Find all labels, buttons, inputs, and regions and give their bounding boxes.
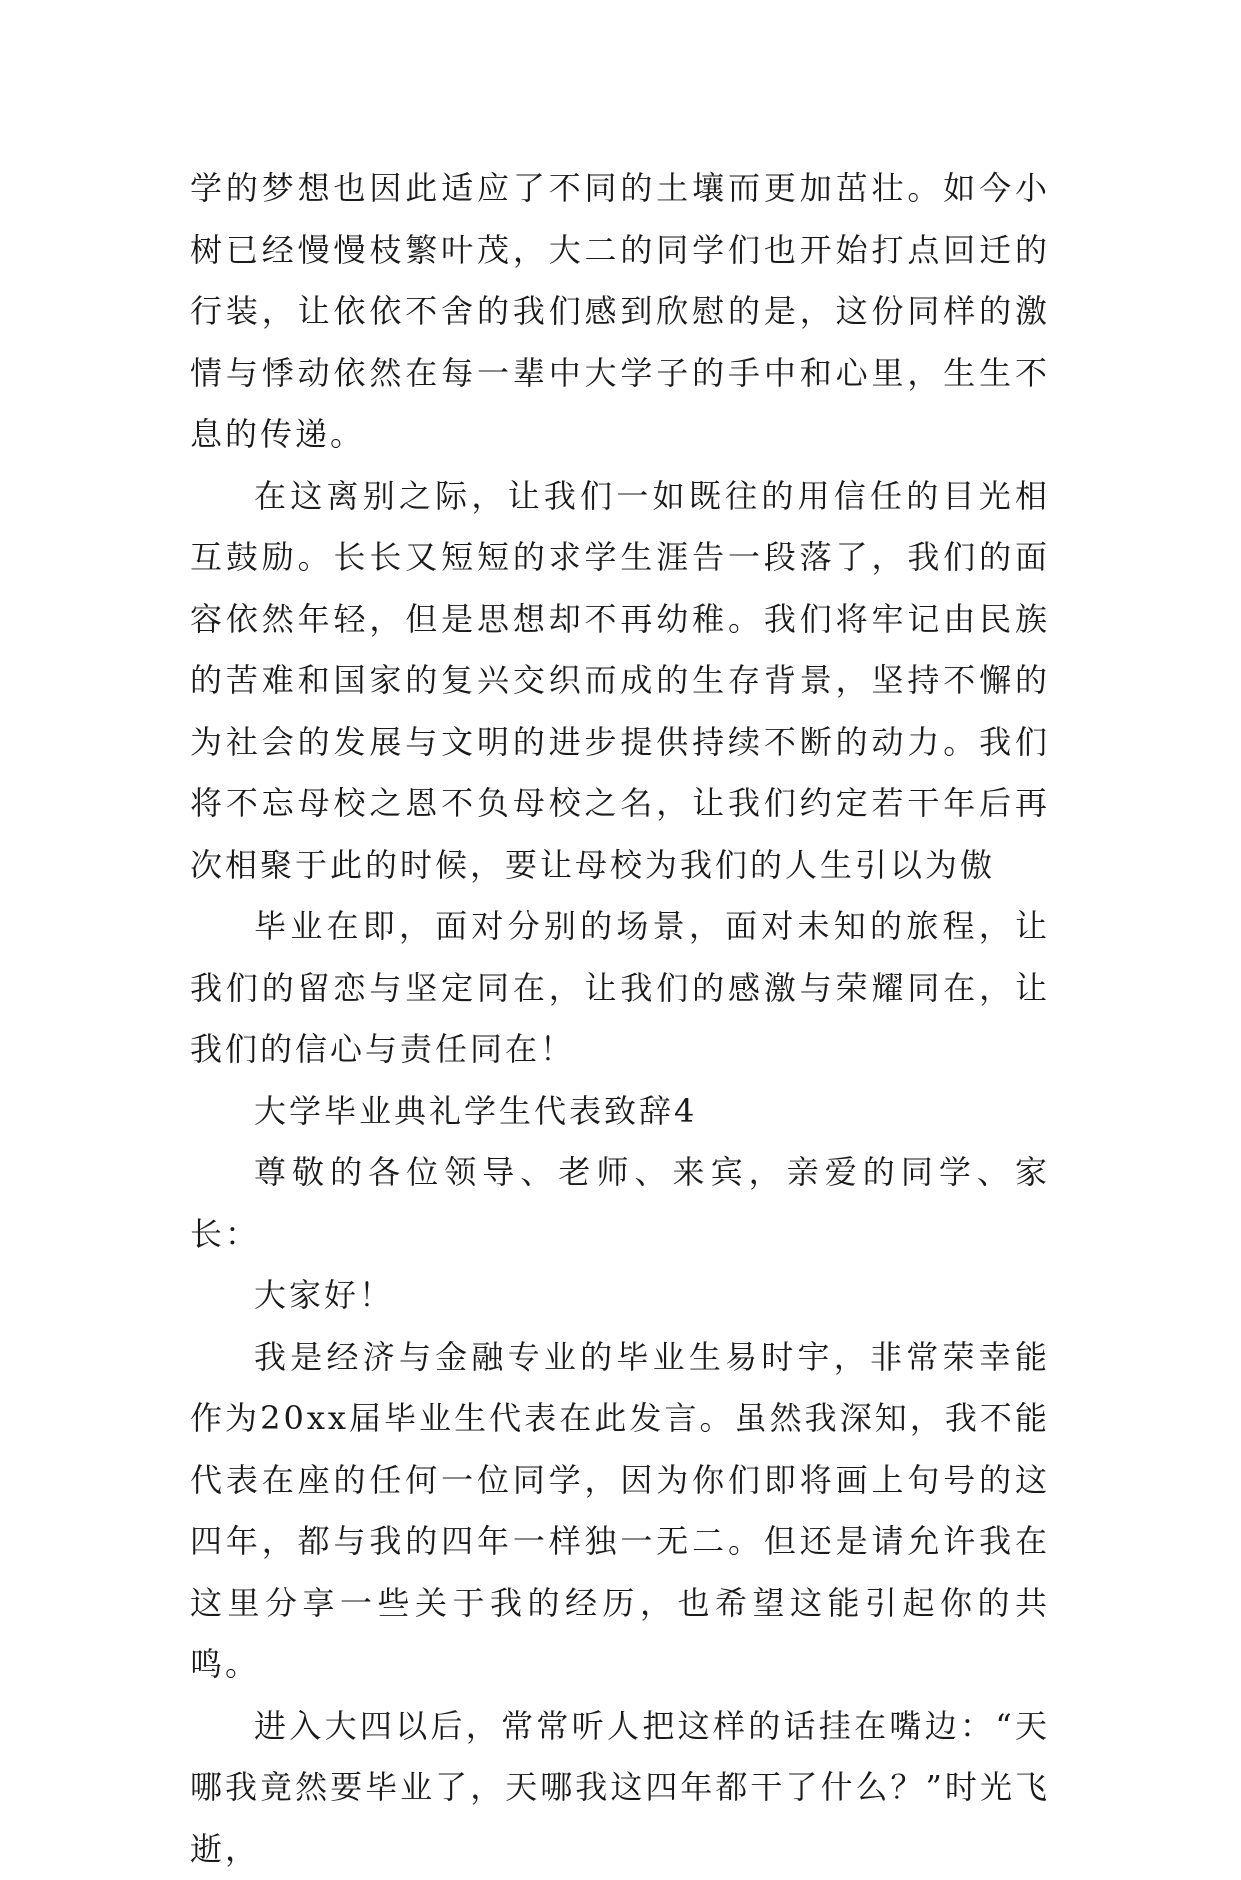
- paragraph-graduation: 毕业在即，面对分别的场景，面对未知的旅程，让我们的留恋与坚定同在，让我们的感激与荣耀同在，让我们的信心与责任同在！: [190, 896, 1050, 1081]
- paragraph-farewell: 在这离别之际，让我们一如既往的用信任的目光相互鼓励。长长又短短的求学生涯告一段落了，我们的面容依然年轻，但是思想却不再幼稚。我们将牢记由民族的苦难和国家的复兴交织而成的生存背景，坚持不懈的为社会的发展与文明的进步提供持续不断的动力。我们将不忘母校之恩不负母校之名，让我们约定若干年后再次相聚于此的时候，要让母校为我们的人生引以为傲: [190, 466, 1050, 897]
- section-heading: 大学毕业典礼学生代表致辞4: [190, 1081, 1050, 1143]
- paragraph-introduction: 我是经济与金融专业的毕业生易时宇，非常荣幸能作为20xx届毕业生代表在此发言。虽然我深知，我不能代表在座的任何一位同学，因为你们即将画上句号的这四年，都与我的四年一样独一无二。但还是请允许我在这里分享一些关于我的经历，也希望这能引起你的共鸣。: [190, 1327, 1050, 1696]
- salutation: 尊敬的各位领导、老师、来宾，亲爱的同学、家长：: [190, 1142, 1050, 1265]
- document-body: [190, 158, 1050, 1880]
- greeting: 大家好！: [190, 1265, 1050, 1327]
- paragraph-continuation: 学的梦想也因此适应了不同的土壤而更加茁壮。如今小树已经慢慢枝繁叶茂，大二的同学们也开始打点回迁的行装，让依依不舍的我们感到欣慰的是，这份同样的激情与悸动依然在每一辈中大学子的手中和心里，生生不息的传递。: [190, 158, 1050, 466]
- paragraph-senior-year: 进入大四以后，常常听人把这样的话挂在嘴边：“天哪我竟然要毕业了，天哪我这四年都干了什么？”时光飞逝，: [190, 1696, 1050, 1880]
